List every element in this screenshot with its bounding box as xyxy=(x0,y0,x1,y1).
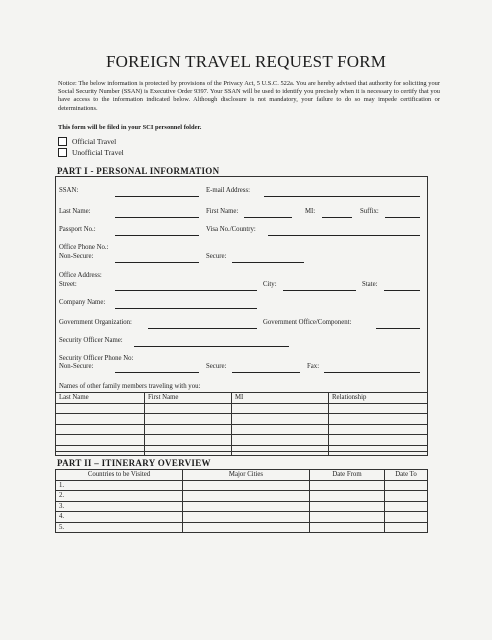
security-officer-phone-label: Security Officer Phone No: xyxy=(59,355,134,362)
company-label: Company Name: xyxy=(59,299,106,306)
table-cell[interactable] xyxy=(183,501,310,512)
ssan-field[interactable] xyxy=(115,196,199,197)
mi-label: MI: xyxy=(305,208,316,215)
table-cell[interactable] xyxy=(232,424,329,435)
part2-heading: PART II – ITINERARY OVERVIEW xyxy=(57,458,211,468)
table-cell[interactable] xyxy=(145,424,232,435)
sec-non-secure-label: Non-Secure: xyxy=(59,363,94,370)
first-name-field[interactable] xyxy=(244,217,292,218)
row-number[interactable]: 2. xyxy=(56,491,183,502)
table-row xyxy=(56,414,428,425)
table-cell[interactable] xyxy=(145,445,232,456)
table-row xyxy=(56,403,428,414)
table-row xyxy=(56,491,428,502)
part1-heading: PART I - PERSONAL INFORMATION xyxy=(57,166,220,176)
email-field[interactable] xyxy=(264,196,420,197)
table-cell[interactable] xyxy=(310,491,385,502)
table-cell[interactable] xyxy=(56,435,145,446)
table-cell[interactable] xyxy=(310,512,385,523)
itinerary-col-date-from: Date From xyxy=(310,470,385,481)
table-cell[interactable] xyxy=(56,445,145,456)
table-cell[interactable] xyxy=(329,414,428,425)
non-secure-label: Non-Secure: xyxy=(59,253,94,260)
last-name-field[interactable] xyxy=(115,217,199,218)
secure-field[interactable] xyxy=(232,262,304,263)
unofficial-travel-label: Unofficial Travel xyxy=(72,148,124,157)
table-cell[interactable] xyxy=(232,435,329,446)
city-field[interactable] xyxy=(283,290,356,291)
email-label: E-mail Address: xyxy=(206,187,250,194)
office-address-label: Office Address: xyxy=(59,272,102,279)
table-cell[interactable] xyxy=(232,445,329,456)
last-name-label: Last Name: xyxy=(59,208,91,215)
table-cell[interactable] xyxy=(385,501,428,512)
table-row xyxy=(56,435,428,446)
table-cell[interactable] xyxy=(329,403,428,414)
family-table-header xyxy=(56,393,428,404)
itinerary-table-header xyxy=(56,470,428,481)
row-number[interactable]: 3. xyxy=(56,501,183,512)
table-cell[interactable] xyxy=(310,522,385,533)
itinerary-table xyxy=(55,469,428,533)
itinerary-col-date-to: Date To xyxy=(385,470,428,481)
ssan-label: SSAN: xyxy=(59,187,79,194)
fax-label: Fax: xyxy=(307,363,320,370)
table-row xyxy=(56,501,428,512)
gov-org-label: Government Organization: xyxy=(59,319,132,326)
suffix-field[interactable] xyxy=(385,217,420,218)
form-title: FOREIGN TRAVEL REQUEST FORM xyxy=(105,52,387,71)
filing-note: This form will be filed in your SCI personnel folder. xyxy=(58,124,202,131)
secure-label: Secure: xyxy=(206,253,227,260)
table-cell[interactable] xyxy=(232,414,329,425)
table-cell[interactable] xyxy=(385,512,428,523)
table-cell[interactable] xyxy=(385,491,428,502)
table-cell[interactable] xyxy=(329,435,428,446)
family-col-last-name: Last Name xyxy=(56,393,145,404)
table-cell[interactable] xyxy=(183,522,310,533)
table-cell[interactable] xyxy=(56,424,145,435)
unofficial-travel-checkbox[interactable] xyxy=(58,148,67,157)
city-label: City: xyxy=(263,281,277,288)
table-cell[interactable] xyxy=(310,501,385,512)
table-cell[interactable] xyxy=(56,414,145,425)
table-row xyxy=(56,480,428,491)
table-row xyxy=(56,424,428,435)
visa-label: Visa No./Country: xyxy=(206,226,256,233)
passport-label: Passport No.: xyxy=(59,226,96,233)
table-cell[interactable] xyxy=(56,403,145,414)
official-travel-label: Official Travel xyxy=(72,137,117,146)
table-cell[interactable] xyxy=(329,445,428,456)
sec-secure-label: Secure: xyxy=(206,363,227,370)
visa-field[interactable] xyxy=(268,235,420,236)
passport-field[interactable] xyxy=(115,235,199,236)
table-row xyxy=(56,445,428,456)
street-label: Street: xyxy=(59,281,77,288)
gov-org-field[interactable] xyxy=(148,328,257,329)
sec-non-secure-field[interactable] xyxy=(115,372,199,373)
suffix-label: Suffix: xyxy=(360,208,379,215)
sec-secure-field[interactable] xyxy=(232,372,300,373)
family-members-table xyxy=(55,392,428,456)
official-travel-option[interactable] xyxy=(58,137,116,146)
fax-field[interactable] xyxy=(324,372,420,373)
state-field[interactable] xyxy=(384,290,420,291)
table-cell[interactable] xyxy=(310,480,385,491)
table-cell[interactable] xyxy=(183,480,310,491)
row-number[interactable]: 4. xyxy=(56,512,183,523)
family-col-relationship: Relationship xyxy=(329,393,428,404)
table-cell[interactable] xyxy=(385,522,428,533)
mi-field[interactable] xyxy=(322,217,352,218)
privacy-notice: Notice: The below information is protected by provisions of the Privacy Act, 5 U.S.C. 522a. You are hereby advised that authority for soliciting your Social Security Number (SSAN) is Executive Order 9397. Your SSAN will be used to identify you precisely when it is necessary to certify that you have access to the information indicated below. Although disclosure is not mandatory, your failure to do so may impede certification or determinations. xyxy=(58,80,440,112)
gov-office-field[interactable] xyxy=(376,328,420,329)
family-col-first-name: First Name xyxy=(145,393,232,404)
row-number[interactable]: 1. xyxy=(56,480,183,491)
family-members-label: Names of other family members traveling with you: xyxy=(59,383,201,390)
table-cell[interactable] xyxy=(183,512,310,523)
table-row xyxy=(56,512,428,523)
table-cell[interactable] xyxy=(145,414,232,425)
street-field[interactable] xyxy=(115,290,257,291)
unofficial-travel-option[interactable] xyxy=(58,148,124,157)
security-officer-label: Security Officer Name: xyxy=(59,337,123,344)
table-cell[interactable] xyxy=(145,403,232,414)
table-cell[interactable] xyxy=(385,480,428,491)
security-officer-field[interactable] xyxy=(134,346,289,347)
table-cell[interactable] xyxy=(232,403,329,414)
family-col-mi: MI xyxy=(232,393,329,404)
row-number[interactable]: 5. xyxy=(56,522,183,533)
non-secure-field[interactable] xyxy=(115,262,199,263)
table-row xyxy=(56,522,428,533)
official-travel-checkbox[interactable] xyxy=(58,137,67,146)
table-cell[interactable] xyxy=(183,491,310,502)
table-cell[interactable] xyxy=(329,424,428,435)
company-field[interactable] xyxy=(115,308,257,309)
state-label: State: xyxy=(362,281,378,288)
first-name-label: First Name: xyxy=(206,208,239,215)
gov-office-label: Government Office/Component: xyxy=(263,319,352,326)
table-cell[interactable] xyxy=(145,435,232,446)
itinerary-col-cities: Major Cities xyxy=(183,470,310,481)
itinerary-col-countries: Countries to be Visited xyxy=(56,470,183,481)
office-phone-label: Office Phone No.: xyxy=(59,244,109,251)
